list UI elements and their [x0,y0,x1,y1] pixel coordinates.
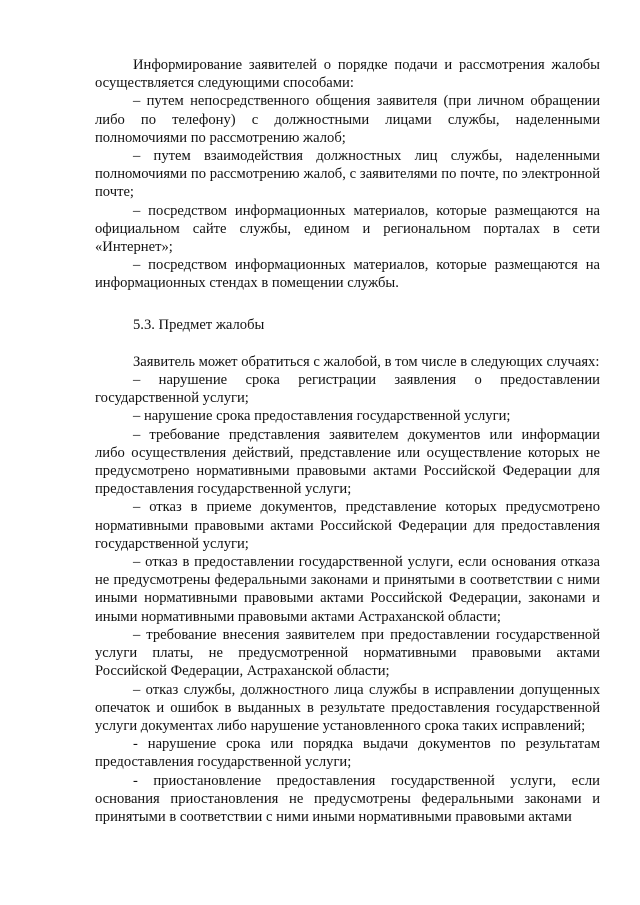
complaint-case-item: – отказ в приеме документов, представление которых предусмотрено нормативными правовыми актами Российской Федерации для предоставления государственной услуги; [95,499,600,552]
complaint-case-item: – отказ службы, должностного лица службы в исправлении допущенных опечаток и ошибок в выданных в результате предоставления государственной услуги документах либо нарушение установленного срока таких исправлений; [95,681,600,734]
complaint-case-item: – требование представления заявителем документов или информации либо осуществления действий, представление или осуществление которых не предусмотрено нормативными правовыми актами Российской Федерации для предоставления государственной услуги; [95,426,600,498]
intro-paragraph: Информирование заявителей о порядке подачи и рассмотрения жалобы осуществляется следующими способами: [95,57,600,92]
complaint-case-item: – отказ в предоставлении государственной услуги, если основания отказа не предусмотрены федеральными законами и принятыми в соответствии с ними иными нормативными правовыми актами Российской Федерации, законами и иными нормативными правовыми актами Астраханской области; [95,554,600,625]
spacer [95,293,600,316]
section-lead: Заявитель может обратиться с жалобой, в том числе в следующих случаях: [133,353,600,370]
section-title: 5.3. Предмет жалобы [133,316,265,333]
complaint-case-item: – требование внесения заявителем при предоставлении государственной услуги платы, не предусмотренной нормативными правовыми актами Российской Федерации, Астраханской области; [95,626,600,680]
complaint-case-item: – нарушение срока предоставления государственной услуги; [133,408,511,425]
spacer [95,334,600,353]
complaint-case-item: – нарушение срока регистрации заявления о предоставлении государственной услуги; [95,372,600,407]
intro-list-item: – путем взаимодействия должностных лиц службы, наделенными полномочиями по рассмотрению жалоб, с заявителями по почте, по электронной почте; [95,148,600,201]
intro-list-item: – посредством информационных материалов, которые размещаются на официальном сайте службы, едином и региональном порталах в сети «Интернет»; [95,202,600,256]
complaint-case-item: - приостановление предоставления государственной услуги, если основания приостановления не предусмотрены федеральными законами и принятыми в соответствии с ними иными нормативными правовыми актами [95,772,600,825]
document-page [95,56,600,826]
intro-list-item: – путем непосредственного общения заявителя (при личном обращении либо по телефону) с должностными лицами службы, наделенными полномочиями по рассмотрению жалоб; [95,93,600,146]
complaint-case-item: - нарушение срока или порядка выдачи документов по результатам предоставления государственной услуги; [95,736,600,771]
intro-list-item: – посредством информационных материалов, которые размещаются на информационных стендах в помещении службы. [95,257,600,292]
